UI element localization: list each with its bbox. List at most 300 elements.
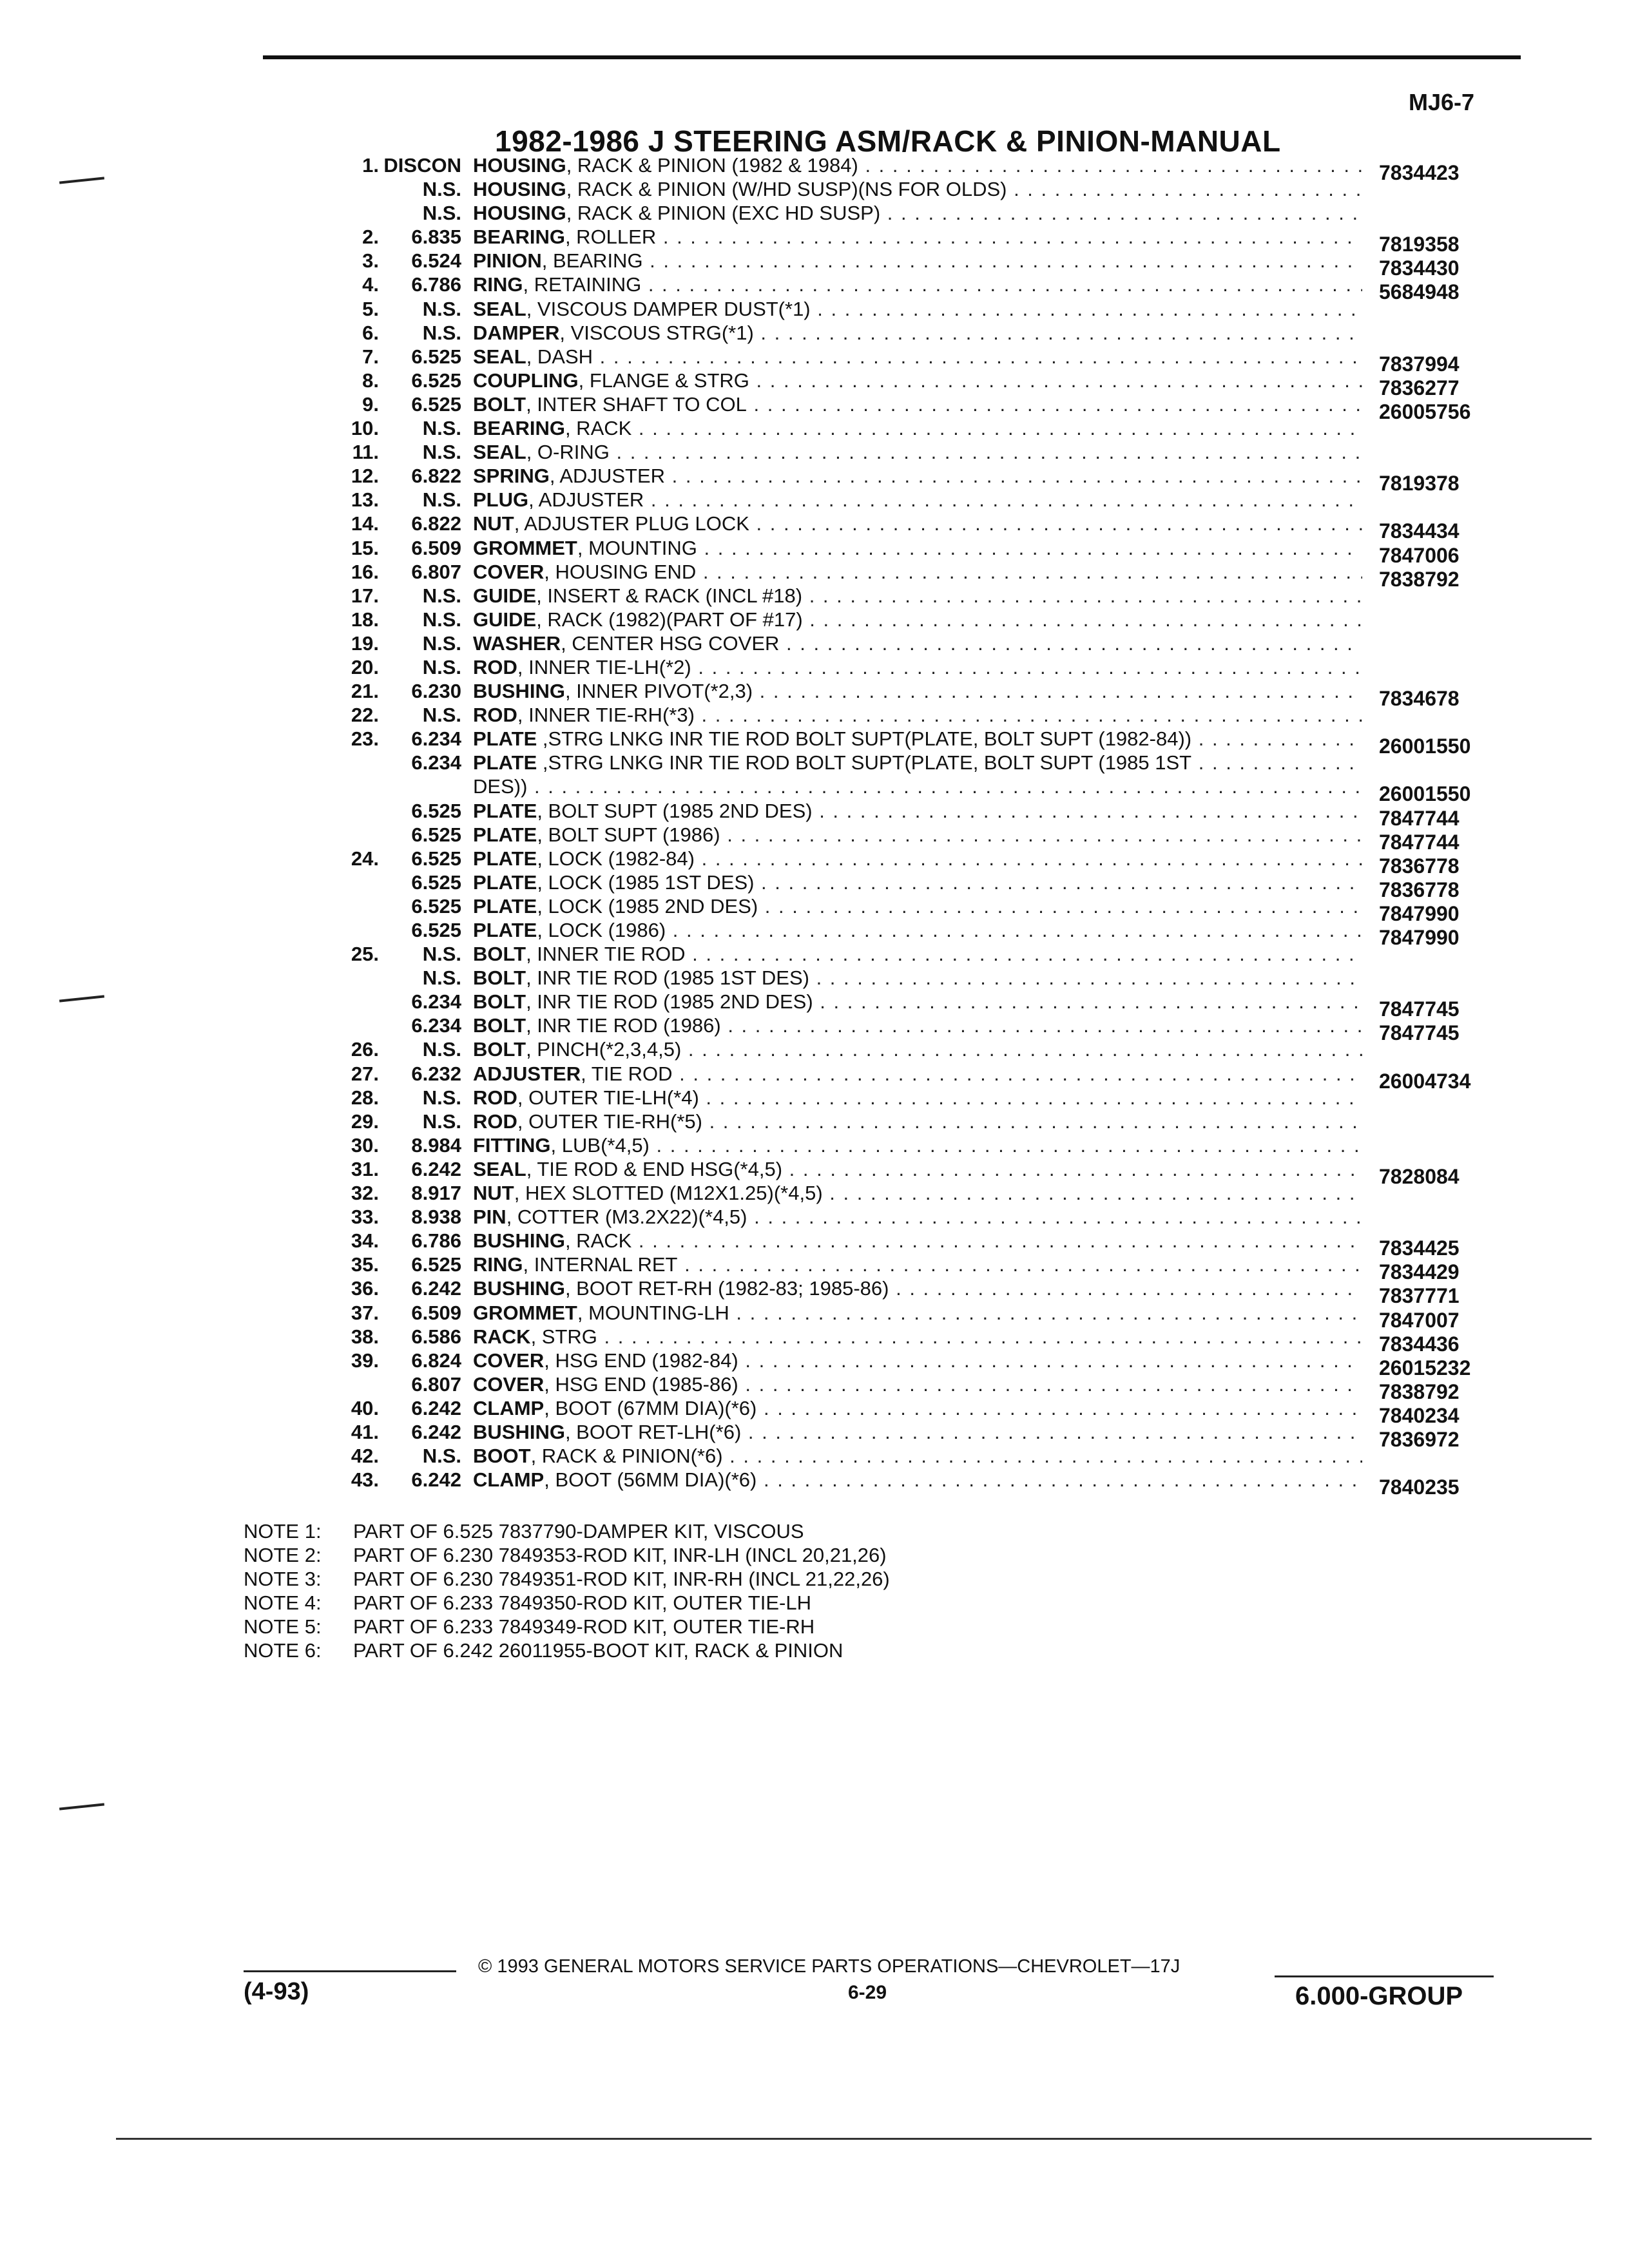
margin-mark — [59, 1803, 104, 1810]
group-code: N.S. — [422, 202, 461, 225]
parts-list — [0, 153, 1629, 1499]
part-name: PLATE — [473, 919, 537, 941]
part-description — [473, 345, 1362, 369]
part-number: 7836972 — [1379, 1427, 1460, 1451]
parts-row — [0, 440, 1629, 464]
item-number: 41. — [351, 1420, 379, 1443]
part-description — [473, 1037, 1362, 1061]
part-detail: , RACK (1982)(PART OF #17) — [536, 608, 803, 631]
parts-row — [0, 177, 1629, 201]
part-detail: , FLANGE & STRG — [578, 369, 749, 392]
part-number: 7836277 — [1379, 376, 1460, 399]
part-detail: , BOLT SUPT (1986) — [537, 823, 720, 846]
part-detail: , INR TIE ROD (1985 1ST DES) — [526, 966, 809, 990]
part-name: WASHER — [473, 631, 561, 655]
group-code: 6.525 — [411, 894, 461, 918]
part-name: GUIDE — [473, 608, 537, 631]
parts-row — [0, 153, 1629, 184]
parts-row — [0, 369, 1629, 399]
part-name: COVER — [473, 1349, 545, 1372]
parts-row — [0, 464, 1629, 495]
parts-row — [0, 727, 1629, 758]
group-code: 6.824 — [411, 1349, 461, 1372]
part-name: SEAL — [473, 297, 526, 320]
parts-row — [0, 966, 1629, 990]
parts-row — [0, 847, 1629, 878]
group-code: N.S. — [422, 1038, 461, 1061]
note-label: NOTE 4: — [244, 1591, 322, 1614]
part-name: GUIDE — [473, 584, 537, 607]
part-name: BOLT — [473, 943, 526, 966]
part-description — [473, 918, 1362, 942]
parts-row — [0, 1325, 1629, 1356]
part-name: RACK — [473, 1325, 531, 1348]
part-name: SEAL — [473, 345, 526, 368]
part-detail: , LOCK (1985 2ND DES) — [537, 894, 758, 918]
item-number: 43. — [351, 1468, 379, 1492]
note-label: NOTE 5: — [244, 1615, 322, 1638]
part-description — [473, 1086, 1362, 1110]
part-detail: , ADJUSTER — [549, 465, 666, 488]
parts-row — [0, 225, 1629, 256]
group-code: 6.234 — [411, 751, 461, 774]
parts-row — [0, 631, 1629, 655]
group-code: 6.786 — [411, 273, 461, 296]
item-number: 29. — [351, 1110, 379, 1133]
part-description — [473, 631, 1362, 655]
part-name: ROD — [473, 1110, 517, 1133]
part-name: PLATE — [473, 894, 537, 918]
item-number: 3. — [362, 249, 379, 273]
note — [244, 1543, 890, 1567]
part-description — [473, 440, 1362, 464]
part-detail: , PINCH(*2,3,4,5) — [526, 1038, 682, 1061]
part-description — [473, 1420, 1362, 1444]
group-code: N.S. — [422, 631, 461, 655]
part-name: BEARING — [473, 226, 565, 249]
item-number: 17. — [351, 584, 379, 607]
part-detail: , INTER SHAFT TO COL — [526, 392, 747, 416]
part-name: HOUSING — [473, 202, 566, 225]
footer-date: (4-93) — [244, 1978, 309, 2005]
parts-row — [0, 560, 1629, 591]
part-name: FITTING — [473, 1133, 551, 1157]
item-number: 20. — [351, 655, 379, 678]
group-code: 6.509 — [411, 1301, 461, 1324]
part-name: SEAL — [473, 441, 526, 464]
item-number: 39. — [351, 1349, 379, 1372]
part-name: BUSHING — [473, 680, 565, 703]
part-detail: , LUB(*4,5) — [550, 1133, 650, 1157]
part-name: CLAMP — [473, 1396, 545, 1419]
part-detail: , LOCK (1982-84) — [537, 847, 695, 870]
part-name: NUT — [473, 1182, 514, 1205]
item-number: 40. — [351, 1396, 379, 1419]
group-code: 6.242 — [411, 1277, 461, 1300]
parts-row — [0, 1253, 1629, 1284]
part-description — [473, 727, 1362, 751]
part-description — [473, 1325, 1362, 1349]
parts-row — [0, 1157, 1629, 1188]
part-detail: , HOUSING END — [544, 560, 697, 583]
item-number: 14. — [351, 512, 379, 535]
part-detail: , ROLLER — [564, 226, 657, 249]
part-name: COUPLING — [473, 369, 579, 392]
footer-rule — [1275, 1975, 1494, 1977]
item-number: 15. — [351, 536, 379, 559]
group-code: N.S. — [422, 608, 461, 631]
part-name: BOLT — [473, 1038, 526, 1061]
part-detail: ,STRG LNKG INR TIE ROD BOLT SUPT(PLATE, BOLT SUPT (1985 1ST — [537, 751, 1192, 774]
parts-row — [0, 1133, 1629, 1157]
part-number: 7834425 — [1379, 1236, 1460, 1260]
item-number: 7. — [362, 345, 379, 368]
group-code: 8.984 — [411, 1133, 461, 1157]
parts-row — [0, 942, 1629, 966]
group-code: N.S. — [422, 178, 461, 201]
part-number: 7836778 — [1379, 878, 1460, 901]
part-name: BOLT — [473, 966, 526, 990]
group-code: 6.525 — [411, 799, 461, 822]
item-number: 26. — [351, 1038, 379, 1061]
part-detail: , INTERNAL RET — [523, 1253, 678, 1276]
note-text: PART OF 6.233 7849349-ROD KIT, OUTER TIE-RH — [353, 1615, 815, 1638]
group-code: N.S. — [422, 1445, 461, 1468]
part-name: BOLT — [473, 392, 526, 416]
part-detail: , STRG — [530, 1325, 597, 1348]
part-detail: , INNER TIE-LH(*2) — [517, 655, 691, 678]
part-detail: , HSG END (1985-86) — [544, 1372, 738, 1396]
group-code: 6.234 — [411, 727, 461, 751]
item-number: 42. — [351, 1445, 379, 1468]
item-number: 4. — [362, 273, 379, 296]
part-description — [473, 679, 1362, 703]
part-description — [473, 1276, 1362, 1300]
parts-row — [0, 679, 1629, 711]
part-description — [473, 1396, 1362, 1420]
group-code: N.S. — [422, 943, 461, 966]
group-code: 6.230 — [411, 680, 461, 703]
part-description — [473, 1468, 1362, 1492]
part-name: SEAL — [473, 1157, 526, 1180]
part-detail: , INNER PIVOT(*2,3) — [564, 680, 753, 703]
part-description — [473, 703, 1362, 727]
part-detail: , RETAINING — [523, 273, 642, 296]
part-detail: , RACK & PINION(*6) — [530, 1445, 723, 1468]
parts-row — [0, 751, 1629, 774]
part-description — [473, 369, 1362, 392]
part-description — [473, 799, 1362, 823]
group-code: N.S. — [422, 1110, 461, 1133]
part-description — [473, 392, 1362, 416]
parts-row — [0, 512, 1629, 543]
part-number: 7847006 — [1379, 543, 1460, 567]
part-detail: , OUTER TIE-RH(*5) — [517, 1110, 702, 1133]
part-name: BUSHING — [473, 1420, 565, 1443]
page-title: 1982-1986 J STEERING ASM/RACK & PINION-MANUAL — [495, 124, 1281, 158]
part-detail: , RACK & PINION (W/HD SUSP)(NS FOR OLDS) — [566, 178, 1007, 201]
part-number: 26005756 — [1379, 399, 1471, 423]
part-name: BUSHING — [473, 1277, 565, 1300]
part-name: ROD — [473, 1086, 517, 1109]
group-code: 6.835 — [411, 226, 461, 249]
page-number: 6-29 — [848, 1982, 887, 2003]
parts-row — [0, 1037, 1629, 1061]
part-number: 7847744 — [1379, 830, 1460, 854]
part-detail: , TIE ROD — [581, 1062, 673, 1085]
part-number: 7847745 — [1379, 997, 1460, 1021]
group-code: 6.525 — [411, 870, 461, 894]
item-number: 31. — [351, 1157, 379, 1180]
group-code: 6.807 — [411, 560, 461, 583]
item-number: 16. — [351, 560, 379, 583]
part-number: 7838792 — [1379, 567, 1460, 591]
note-text: PART OF 6.230 7849353-ROD KIT, INR-LH (INCL 20,21,26) — [353, 1544, 887, 1566]
group-code: 6.234 — [411, 1014, 461, 1037]
part-description — [473, 1014, 1362, 1037]
parts-row — [0, 1062, 1629, 1093]
part-name: PIN — [473, 1206, 506, 1229]
group-code: 6.786 — [411, 1229, 461, 1253]
part-detail: , MOUNTING — [577, 536, 697, 559]
group-code: 8.938 — [411, 1206, 461, 1229]
part-number: 7847990 — [1379, 901, 1460, 925]
footer-rule — [244, 1970, 456, 1972]
item-number: 18. — [351, 608, 379, 631]
parts-row — [0, 1301, 1629, 1332]
part-detail: , RACK — [564, 1229, 632, 1253]
item-number: 5. — [362, 297, 379, 320]
part-name: HOUSING — [473, 178, 566, 201]
part-detail: , OUTER TIE-LH(*4) — [517, 1086, 699, 1109]
group-code: 6.232 — [411, 1062, 461, 1085]
group-code: 6.525 — [411, 392, 461, 416]
part-description — [473, 536, 1362, 560]
group-code: N.S. — [422, 417, 461, 440]
part-detail: , INSERT & RACK (INCL #18) — [536, 584, 803, 607]
group-code: 6.524 — [411, 249, 461, 273]
group-code: N.S. — [422, 655, 461, 678]
part-description — [473, 273, 1362, 296]
part-name: BOOT — [473, 1445, 531, 1468]
part-number: 7837771 — [1379, 1284, 1460, 1308]
part-detail: , COTTER (M3.2X22)(*4,5) — [506, 1206, 747, 1229]
parts-row — [0, 1396, 1629, 1427]
group-code: 6.525 — [411, 345, 461, 368]
part-detail: DES)) — [473, 775, 528, 798]
top-rule — [263, 55, 1521, 59]
part-detail: , RACK — [564, 417, 632, 440]
part-detail: , TIE ROD & END HSG(*4,5) — [526, 1157, 783, 1180]
parts-row — [0, 321, 1629, 345]
note — [244, 1519, 890, 1543]
item-number: 25. — [351, 943, 379, 966]
group-code: 6.525 — [411, 847, 461, 870]
part-name: PLUG — [473, 488, 529, 512]
parts-row — [0, 799, 1629, 830]
part-name: ROD — [473, 655, 517, 678]
part-description — [473, 1253, 1362, 1276]
note-label: NOTE 3: — [244, 1568, 322, 1590]
part-detail: , BOOT (56MM DIA)(*6) — [544, 1468, 757, 1492]
footer-group: 6.000-GROUP — [1295, 1982, 1463, 2010]
part-number: 7819358 — [1379, 233, 1460, 256]
group-code: 6.242 — [411, 1157, 461, 1180]
note-text: PART OF 6.525 7837790-DAMPER KIT, VISCOUS — [353, 1520, 804, 1542]
part-description — [473, 608, 1362, 631]
part-description — [473, 1372, 1362, 1396]
parts-row — [0, 1086, 1629, 1110]
footer-copyright: © 1993 GENERAL MOTORS SERVICE PARTS OPERATIONS—CHEVROLET—17J — [478, 1956, 1181, 1977]
part-name: BOLT — [473, 1014, 526, 1037]
part-number: 7847744 — [1379, 806, 1460, 830]
part-number: 7837994 — [1379, 352, 1460, 376]
parts-row — [0, 1468, 1629, 1499]
parts-row — [0, 870, 1629, 901]
part-description — [473, 966, 1362, 990]
item-number: 8. — [362, 369, 379, 392]
part-detail: , ADJUSTER PLUG LOCK — [514, 512, 749, 535]
note-label: NOTE 6: — [244, 1639, 322, 1662]
item-number: 22. — [351, 704, 379, 727]
part-detail: , VISCOUS STRG(*1) — [559, 321, 754, 344]
group-code: 6.525 — [411, 369, 461, 392]
item-number: 34. — [351, 1229, 379, 1253]
part-name: PLATE — [473, 823, 537, 846]
part-description — [473, 751, 1362, 774]
part-description — [473, 177, 1362, 201]
part-name: PINION — [473, 249, 542, 273]
part-number: 7847007 — [1379, 1308, 1460, 1332]
item-number: 9. — [362, 392, 379, 416]
part-detail: , INNER TIE ROD — [526, 943, 686, 966]
note-text: PART OF 6.233 7849350-ROD KIT, OUTER TIE-LH — [353, 1591, 811, 1614]
part-description — [473, 870, 1362, 894]
part-detail: , HSG END (1982-84) — [544, 1349, 738, 1372]
item-number: 24. — [351, 847, 379, 870]
group-code: 6.242 — [411, 1468, 461, 1492]
item-number: 30. — [351, 1133, 379, 1157]
parts-row — [0, 416, 1629, 440]
part-description — [473, 153, 1362, 177]
group-code: 6.525 — [411, 919, 461, 941]
part-description — [473, 321, 1362, 345]
part-number: 7834434 — [1379, 519, 1460, 543]
item-number: 27. — [351, 1062, 379, 1085]
part-detail: , LOCK (1985 1ST DES) — [537, 870, 755, 894]
part-description — [473, 560, 1362, 584]
parts-row — [0, 655, 1629, 679]
part-description — [473, 1157, 1362, 1181]
part-detail: , LOCK (1986) — [537, 919, 666, 941]
group-code: N.S. — [422, 966, 461, 990]
part-number: 7847745 — [1379, 1021, 1460, 1045]
part-number: 7834423 — [1379, 161, 1460, 184]
part-description — [473, 1062, 1362, 1086]
page-code: MJ6-7 — [1409, 89, 1475, 115]
part-description — [473, 1444, 1362, 1468]
part-name: GROMMET — [473, 1301, 577, 1324]
note — [244, 1615, 890, 1639]
parts-row — [0, 703, 1629, 727]
group-code: N.S. — [422, 704, 461, 727]
group-code: N.S. — [422, 441, 461, 464]
parts-row — [0, 608, 1629, 631]
parts-row — [0, 1420, 1629, 1451]
part-description — [473, 1349, 1362, 1372]
part-detail: , RACK & PINION (1982 & 1984) — [566, 154, 858, 177]
parts-row — [0, 894, 1629, 925]
part-name: BOLT — [473, 990, 526, 1014]
part-number: 7828084 — [1379, 1164, 1460, 1188]
parts-row — [0, 584, 1629, 608]
part-detail: , BOOT RET-RH (1982-83; 1985-86) — [564, 1277, 889, 1300]
part-name: PLATE — [473, 727, 537, 751]
parts-row — [0, 1110, 1629, 1133]
part-description — [473, 584, 1362, 608]
item-number: 33. — [351, 1206, 379, 1229]
part-name: BEARING — [473, 417, 565, 440]
part-detail: , BOOT (67MM DIA)(*6) — [544, 1396, 757, 1419]
note — [244, 1567, 890, 1591]
item-number: 35. — [351, 1253, 379, 1276]
part-description — [473, 1229, 1362, 1253]
part-detail: , INNER TIE-RH(*3) — [517, 704, 695, 727]
item-number: 2. — [362, 226, 379, 249]
part-number: 7840234 — [1379, 1403, 1460, 1427]
group-code: DISCON — [383, 154, 461, 177]
item-number: 23. — [351, 727, 379, 751]
item-number: 36. — [351, 1277, 379, 1300]
parts-row — [0, 1181, 1629, 1205]
part-number: 5684948 — [1379, 280, 1460, 304]
part-detail: , HEX SLOTTED (M12X1.25)(*4,5) — [514, 1182, 823, 1205]
part-number: 7834430 — [1379, 256, 1460, 280]
part-detail: ,STRG LNKG INR TIE ROD BOLT SUPT(PLATE, BOLT SUPT (1982-84)) — [537, 727, 1192, 751]
item-number: 6. — [362, 321, 379, 344]
parts-row — [0, 823, 1629, 854]
group-code: 8.917 — [411, 1182, 461, 1205]
part-description — [473, 297, 1362, 321]
part-name: SPRING — [473, 465, 550, 488]
part-description — [473, 225, 1362, 249]
part-name: DAMPER — [473, 321, 560, 344]
parts-row — [0, 1444, 1629, 1468]
note-label: NOTE 1: — [244, 1520, 322, 1542]
note — [244, 1591, 890, 1615]
part-detail: , INR TIE ROD (1985 2ND DES) — [526, 990, 813, 1014]
parts-row — [0, 1349, 1629, 1379]
part-name: ADJUSTER — [473, 1062, 581, 1085]
part-name: HOUSING — [473, 154, 566, 177]
group-code: N.S. — [422, 1086, 461, 1109]
group-code: N.S. — [422, 321, 461, 344]
group-code: 6.509 — [411, 536, 461, 559]
part-description — [473, 416, 1362, 440]
part-name: ROD — [473, 704, 517, 727]
part-number: 26001550 — [1379, 735, 1471, 758]
part-description — [473, 1181, 1362, 1205]
part-name: RING — [473, 273, 523, 296]
item-number: 19. — [351, 631, 379, 655]
part-name: NUT — [473, 512, 514, 535]
item-number: 38. — [351, 1325, 379, 1348]
part-detail: , INR TIE ROD (1986) — [526, 1014, 721, 1037]
item-number: 1. — [362, 154, 379, 177]
note-text: PART OF 6.230 7849351-ROD KIT, INR-RH (INCL 21,22,26) — [353, 1568, 890, 1590]
part-description — [473, 512, 1362, 535]
note-text: PART OF 6.242 26011955-BOOT KIT, RACK & PINION — [353, 1639, 843, 1662]
